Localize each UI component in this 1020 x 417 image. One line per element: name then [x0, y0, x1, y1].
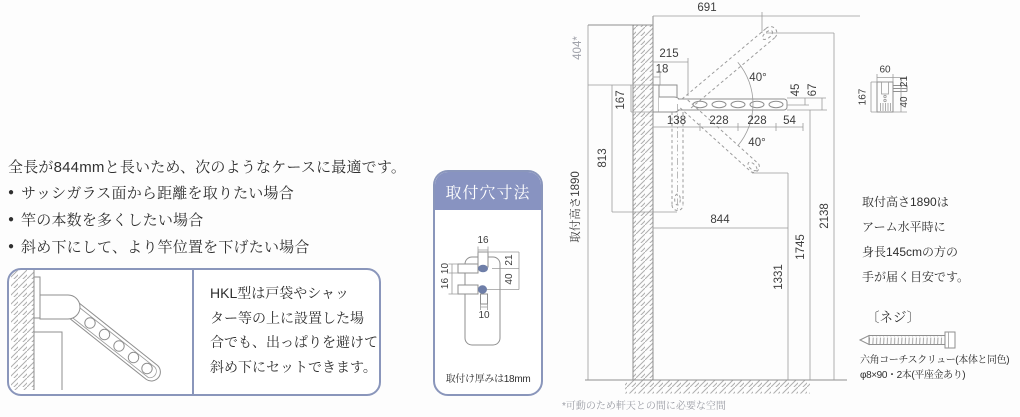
dim-10-bottom-label: 10 [478, 310, 490, 321]
hole-box-title: 取付穴寸法 [435, 172, 541, 210]
screw-illustration [857, 328, 969, 352]
dim-215-label: 215 [659, 48, 679, 60]
feature-list [8, 183, 310, 264]
hole-box-note: 取付け厚みは18mm [445, 374, 531, 385]
dim-1331-label: 1331 [773, 264, 785, 290]
dim-18-label: 18 [655, 63, 669, 76]
bullet-icon: ● [8, 240, 15, 252]
screw-description-line1: 六角コーチスクリュー(本体と同色) [860, 355, 1010, 366]
mount-plate [458, 252, 500, 345]
dim-844-label: 844 [710, 214, 730, 226]
hkl-note-box [7, 268, 381, 396]
install-height-note: 取付高さ1890は アーム水平時に 身長145cmの方の 手が届く目安です。 [862, 195, 970, 284]
dim-mount-height-label: 取付高さ1890 [570, 171, 582, 243]
dim-21-label: 21 [504, 254, 515, 266]
feature-item [8, 183, 310, 201]
arm-raised-ghost [682, 27, 777, 108]
dim-40-label: 40 [504, 273, 515, 285]
dim-228a-label: 228 [709, 115, 729, 127]
sideview-21-label: 21 [899, 75, 910, 88]
dim-10-upper-label: 10 [440, 262, 451, 275]
sideview-60-label: 60 [879, 64, 891, 76]
dim-54-label: 54 [783, 115, 796, 127]
dim-16-label: 16 [477, 235, 489, 246]
hole-dimensions-box [433, 170, 543, 396]
pivot-cap [40, 295, 80, 319]
feature-item [8, 237, 310, 255]
coach-screw [860, 332, 955, 348]
wall-hatch [11, 270, 34, 390]
dim-228b-label: 228 [747, 115, 767, 127]
dim-404-label: 404* [572, 36, 584, 60]
wall-plate [34, 277, 40, 318]
sideview-40-label: 40 [899, 96, 910, 108]
shutter-ledge [34, 332, 62, 390]
hole-dimensions-drawing [435, 210, 537, 360]
arm-wall-illustration [9, 270, 190, 390]
arm-horizontal [659, 97, 787, 112]
screw-description-line2: φ8×90・2本(平座金あり) [860, 370, 966, 381]
screw-description [860, 353, 1009, 383]
dim-691-label: 691 [697, 2, 717, 14]
angled-arm [65, 301, 160, 381]
dim-813-label: 813 [597, 148, 609, 168]
dim-45-label: 45 [790, 83, 802, 97]
angle-up-label: 40° [749, 72, 767, 84]
angle-down-label: 40° [748, 137, 766, 149]
dim-138-label: 138 [666, 115, 687, 127]
dimension-labels [568, 2, 831, 290]
wall-and-ground [585, 16, 847, 394]
dim-167-label: 167 [615, 90, 627, 110]
dim-1745-label: 1745 [795, 234, 807, 260]
dim-67-label: 67 [807, 83, 819, 97]
sideview-167-label: 167 [857, 88, 869, 106]
dim-16-left-label: 16 [440, 277, 451, 290]
bullet-icon: ● [8, 186, 15, 198]
diagram-footnote: *可動のため軒天との間に必要な空間 [562, 401, 726, 412]
intro-heading: 全長が844mmと長いため、次のようなケースに最適です。 [8, 159, 407, 176]
hkl-note-text: HKL型は戸袋やシャッ ター等の上に設置した場 合でも、出っぱりを避けて 斜め下にセットできます。 [192, 270, 379, 394]
feature-text: 斜め下にして、より竿位置を下げたい場合 [21, 238, 310, 256]
feature-text: サッシガラス面から距離を取りたい場合 [21, 184, 294, 202]
screw-section-title: 〔ネジ〕 [866, 310, 921, 325]
dim-2138-label: 2138 [819, 203, 831, 229]
side-view-diagram [858, 65, 911, 113]
feature-text: 竿の本数を多くしたい場合 [21, 211, 204, 229]
feature-item [8, 210, 310, 228]
bullet-icon: ● [8, 213, 15, 225]
